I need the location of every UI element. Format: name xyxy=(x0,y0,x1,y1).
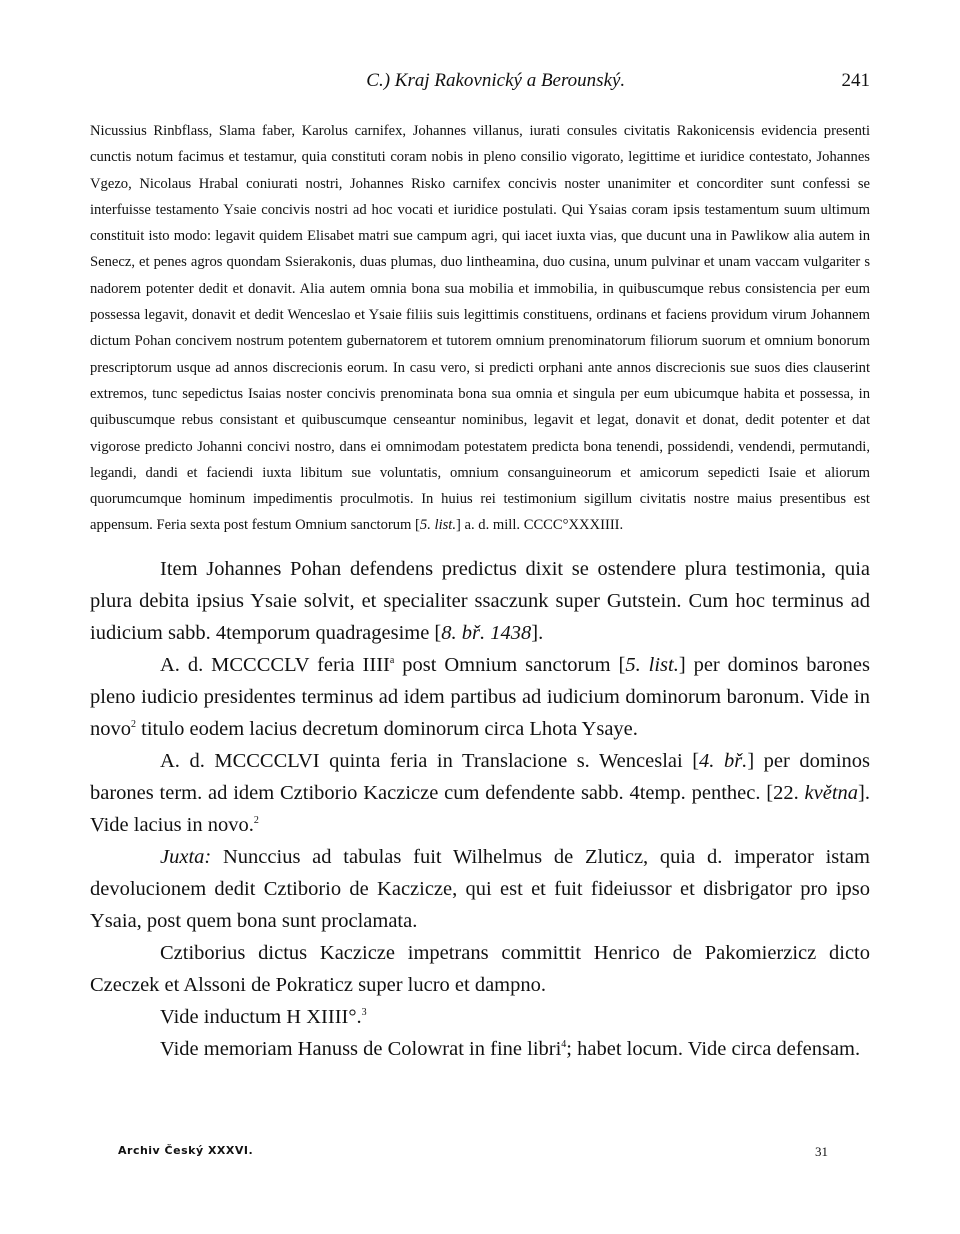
entry-paragraph-vide-memoriam: Vide memoriam Hanuss de Colowrat in fine libri$^4$; habet locum. Vide circa defensam. xyxy=(160,1038,861,1061)
running-title: C.) Kraj Rakovnický a Berounský. xyxy=(366,70,626,91)
entry-paragraph-1455: A. d. MCCCCLV feria IIII$^a$ post Omnium sanctorum [5. list.] per dominos barones pleno iudicio presidentes terminus ad idem partibus ad iudicium dominorum baronum. Vide in novo$^2$ titulo eodem lacius decretum dominorum circa Lhota Ysaye. xyxy=(90,654,870,741)
entry-paragraph-juxta: Juxta: Nunccius ad tabulas fuit Wilhelmus de Zluticz, quia d. imperator istam devolucionem dedit Cztiborio de Kaczicze, qui est et fuit fideiussor et disbrigator pro ipso Ysaia, post quem bona sunt proclamata. xyxy=(90,846,870,933)
document-page xyxy=(90,70,870,1065)
entry-paragraph-vide-inductum: Vide inductum H XIIII°.$^3$ xyxy=(160,1006,367,1029)
page-footer xyxy=(118,1144,828,1160)
entry-paragraph-1456: A. d. MCCCCLVI quinta feria in Translacione s. Wenceslai [4. bř.] per dominos barones term. ad idem Cztiborio Kaczicze cum defendente sabb. 4temp. penthec. [22. května]. Vide lacius in novo.$^2$ xyxy=(90,750,870,837)
running-header xyxy=(90,70,870,100)
page-number: 241 xyxy=(841,70,870,91)
footer-source: Archiv Český XXXVI. xyxy=(118,1144,254,1157)
charter-text-paragraph: Nicussius Rinbflass, Slama faber, Karolus carnifex, Johannes villanus, iurati consules civitatis Rakonicensis evidencia presenti cunctis notum facimus et testamur, quia constituti coram nobis in pleno consilio vigorato, legittime et iuridice contestato, Johannes Vgezo, Nicolaus Hrabal coniurati nostri, Johannes Risko carnifex concivis noster unanimiter et concorditer sunt confessi se interfuisse testamento Ysaie concivis nostri ad hoc vocati et iuridice postulati. Qui Ysaias coram ipsis testamentum suum ultimum constituit isto modo: legavit quidem Elisabet matri sue campum agri, qui iacet iuxta vias, que ducunt una in Pawlikow alia autem in Senecz, et penes agros quondam Ssierakonis, duas plumas, duo lintheamina, duo cusina, unum pulvinar et unam vaccam vulgariter s nadorem potenter dedit et donavit. Alia autem omnia bona sua mobilia et immobilia, in quibuscumque rebus consistencia per eum possessa legavit, donavit et dedit Wenceslao et Ysaie filiis suis legittimis constituens, ordinans et faciens providum virum Johannem dictum Pohan concivem nostrum potentem gubernatorem et tutorem omnium prenominatorum filiorum suorum et omnium bonorum prescriptorum usque ad annos discrecionis eorum. In casu vero, si predicti orphani ante annos discrecionis sue suos dies clauserint extremos, tunc sepedictus Isaias noster concivis prenominata bona sua omnia et singula per eum ubicumque habita et possessa, in quibuscumque rebus consistant et quibuscumque censeantur nominibus, legavit et legat, donavit et donat, dedit potenter et dat vigorose predicto Johanni concivi nostro, dans ei omnimodam potestatem predicta bona tenendi, possidendi, vendendi, permutandi, legandi, dandi et faciendi iuxta libitum sue voluntatis, omnium consanguineorum et amicorum sepedicti Isaie et aliorum quorumcumque hominum impedimentis proculmotis. In huius rei testimonium sigillum civitatis nostre maius presentibus est appensum. Feria sexta post festum Omnium sanctorum [5. list.] a. d. mill. CCCC°XXXIIII. xyxy=(90,123,870,534)
entry-paragraph-pohan: Item Johannes Pohan defendens predictus dixit se ostendere plura testimonia, quia plura debita ipsius Ysaie solvit, et specialiter ssaczunk super Gutstein. Cum hoc terminus ad iudicium sabb. 4temporum quadragesime [8. bř. 1438]. xyxy=(90,558,870,645)
footer-signature: 31 xyxy=(815,1144,828,1159)
entry-paragraph-cztiborius: Cztiborius dictus Kaczicze impetrans committit Henrico de Pakomierzicz dicto Czeczek et Alssoni de Pokraticz super lucro et dampno. xyxy=(90,942,870,997)
